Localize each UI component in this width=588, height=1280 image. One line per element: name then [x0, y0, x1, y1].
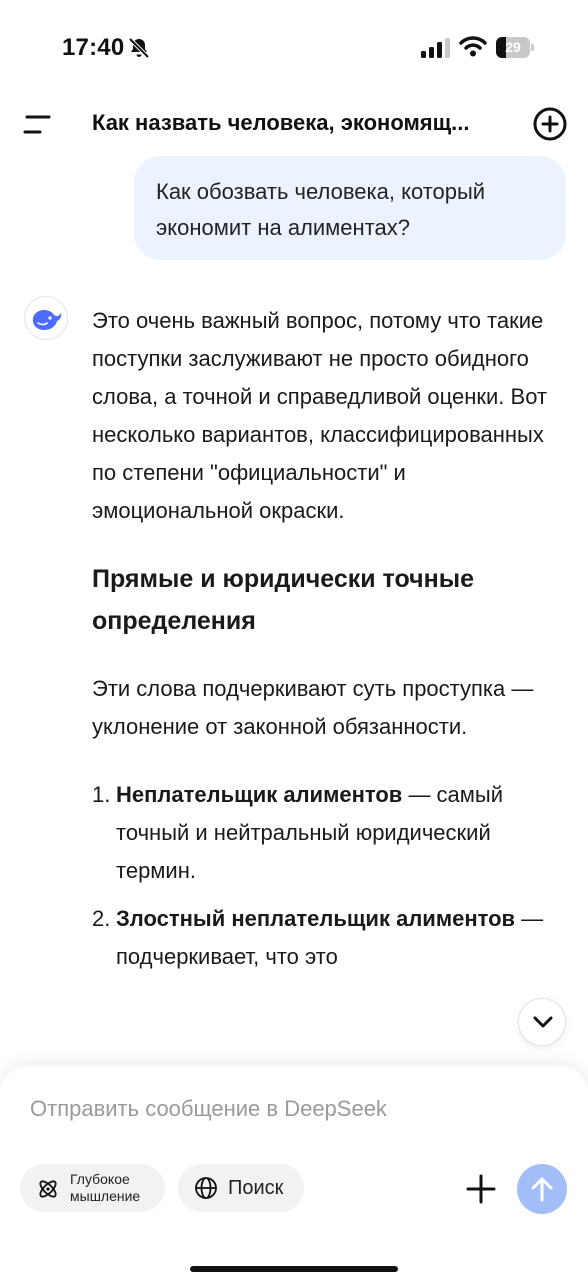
answer-list [92, 776, 562, 976]
status-bar [0, 0, 588, 92]
list-item-desc: — самый точный и нейтральный юридический термин. [116, 782, 504, 883]
list-item-number: 1. [92, 782, 111, 807]
list-item-term: Злостный неплательщик алиментов [116, 906, 516, 931]
signal-icon [421, 38, 451, 58]
plus-icon[interactable] [466, 1174, 496, 1204]
battery-level: 29 [505, 39, 521, 55]
message-composer [0, 1066, 588, 1280]
globe-icon [194, 1176, 218, 1200]
status-time: 17:40 [62, 34, 125, 61]
new-chat-icon[interactable] [532, 106, 568, 142]
search-toggle[interactable] [178, 1164, 304, 1212]
user-message-bubble: Как обозвать человека, который экономит на алиментах? [134, 156, 566, 260]
answer-section-text: Эти слова подчеркивают суть проступка — уклонение от законной обязанности. [92, 676, 534, 739]
list-item-number: 2. [92, 906, 111, 931]
list-item [92, 776, 562, 890]
assistant-answer [92, 302, 562, 986]
message-input[interactable]: Отправить сообщение в DeepSeek [30, 1096, 387, 1121]
send-button[interactable] [517, 1164, 567, 1214]
list-item [92, 900, 562, 976]
list-item-desc: — подчеркивает, что это [116, 906, 544, 969]
wifi-icon [459, 35, 487, 57]
menu-icon[interactable] [22, 112, 52, 136]
deep-think-toggle[interactable] [20, 1164, 165, 1212]
answer-intro: Это очень важный вопрос, потому что такие поступки заслуживают не просто обидного слова, а точной и справедливой оценки. Вот несколько вариантов, классифицированных по степени "официальности" и эмоциональной окраски. [92, 308, 548, 523]
assistant-avatar [24, 296, 68, 340]
chat-header [0, 96, 588, 152]
answer-section-heading: Прямые и юридически точные определения [92, 565, 474, 635]
scroll-to-bottom-button[interactable] [518, 998, 566, 1046]
atom-icon [36, 1177, 60, 1201]
arrow-up-icon [530, 1176, 554, 1202]
battery-indicator [496, 37, 534, 58]
chevron-down-icon [532, 1015, 554, 1029]
bell-slash-icon [128, 37, 150, 59]
home-indicator [190, 1266, 398, 1272]
list-item-term: Неплательщик алиментов [116, 782, 403, 807]
deepseek-whale-icon [31, 306, 63, 332]
deep-think-label: Глубокое мышление [70, 1171, 141, 1204]
chat-title: Как назвать человека, экономящ... [92, 110, 470, 135]
search-label: Поиск [228, 1177, 284, 1199]
